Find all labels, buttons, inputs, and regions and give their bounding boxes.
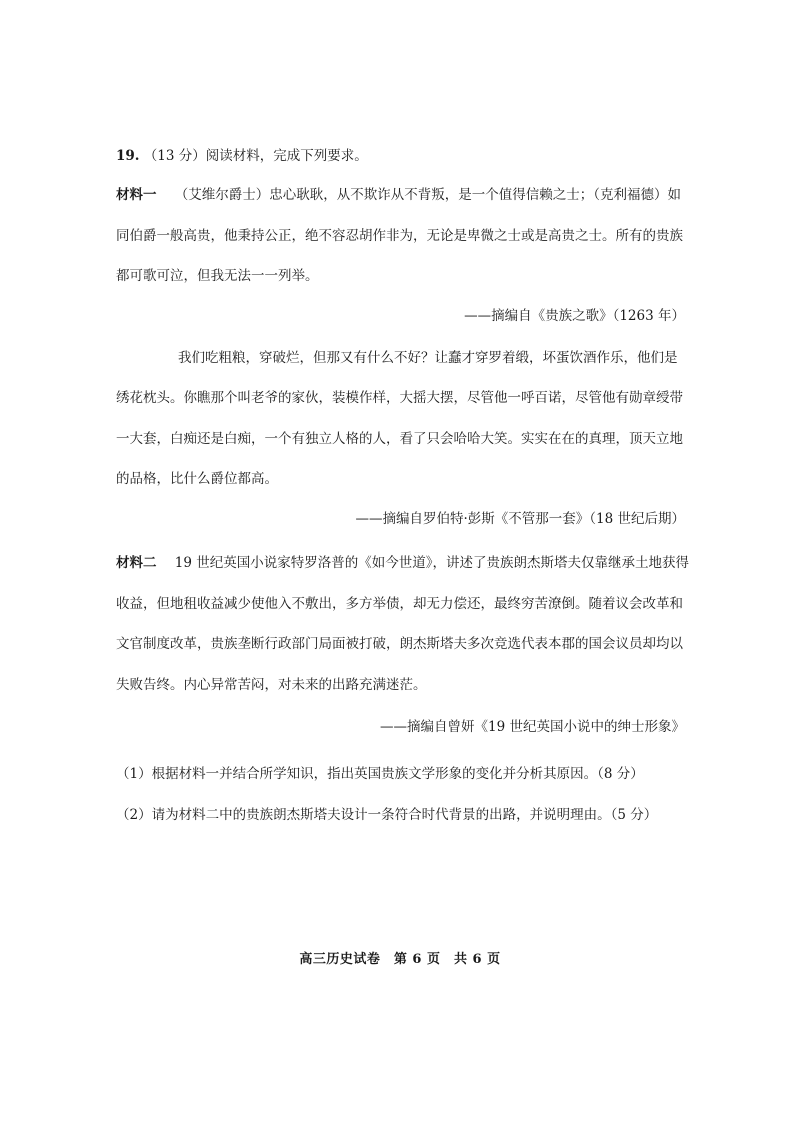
page-footer: 高三历史试卷 第 6 页 共 6 页 bbox=[299, 952, 501, 967]
material2-text-line: 19 世纪英国小说家特罗洛普的《如今世道》，讲述了贵族朗杰斯塔夫仅靠继承土地获得 bbox=[174, 555, 690, 571]
question-number: 19. bbox=[116, 148, 140, 164]
material2-source: ——摘编自曾妍《19 世纪英国小说中的绅士形象》 bbox=[380, 719, 685, 735]
question-header bbox=[116, 146, 368, 166]
material2-text-line: 文官制度改革，贵族垄断行政部门局面被打破，朗杰斯塔夫多次竞选代表本郡的国会议员却均以 bbox=[116, 636, 683, 652]
material1-burns-line: 绣花枕头。你瞧那个叫老爷的家伙，装模作样，大摇大摆，尽管他一呼百诺，尽管他有勋章绶带 bbox=[116, 390, 683, 406]
task-item-1: （1）根据材料一并结合所学知识，指出英国贵族文学形象的变化并分析其原因。（8 分） bbox=[116, 766, 644, 782]
material1-line-1 bbox=[116, 185, 681, 205]
material1-burns-source: ——摘编自罗伯特·彭斯《不管那一套》（18 世纪后期） bbox=[355, 511, 685, 527]
material1-poem-line: 都可歌可泣，但我无法一一列举。 bbox=[116, 268, 319, 284]
material1-label: 材料一 bbox=[116, 187, 157, 203]
material1-burns-line: 我们吃粗粮，穿破烂，但那又有什么不好？让蠢才穿罗着缎，坏蛋饮酒作乐，他们是 bbox=[178, 350, 678, 366]
material1-poem-line: （艾维尔爵士）忠心耿耿，从不欺诈从不背叛，是一个值得信赖之士；（克利福德）如 bbox=[174, 187, 682, 203]
material1-burns-line: 的品格，比什么爵位都高。 bbox=[116, 471, 278, 487]
task-item-2: （2）请为材料二中的贵族朗杰斯塔夫设计一条符合时代背景的出路，并说明理由。（5 分） bbox=[116, 807, 658, 823]
material2-label: 材料二 bbox=[116, 555, 157, 571]
material2-line-1 bbox=[116, 553, 689, 573]
material1-poem-source: ——摘编自《贵族之歌》（1263 年） bbox=[464, 308, 685, 324]
material1-poem-line: 同伯爵一般高贵，他秉持公正，绝不容忍胡作非为，无论是卑微之士或是高贵之士。所有的贵族 bbox=[116, 228, 683, 244]
material2-text-line: 收益，但地租收益减少使他入不敷出，多方举债，却无力偿还，最终穷苦潦倒。随着议会改革和 bbox=[116, 596, 683, 612]
question-instruction: （13 分）阅读材料，完成下列要求。 bbox=[143, 148, 368, 164]
material2-text-line: 失败告终。内心异常苦闷，对未来的出路充满迷茫。 bbox=[116, 677, 427, 693]
material1-burns-line: 一大套，白痴还是白痴，一个有独立人格的人，看了只会哈哈大笑。实实在在的真理，顶天立地 bbox=[116, 431, 683, 447]
